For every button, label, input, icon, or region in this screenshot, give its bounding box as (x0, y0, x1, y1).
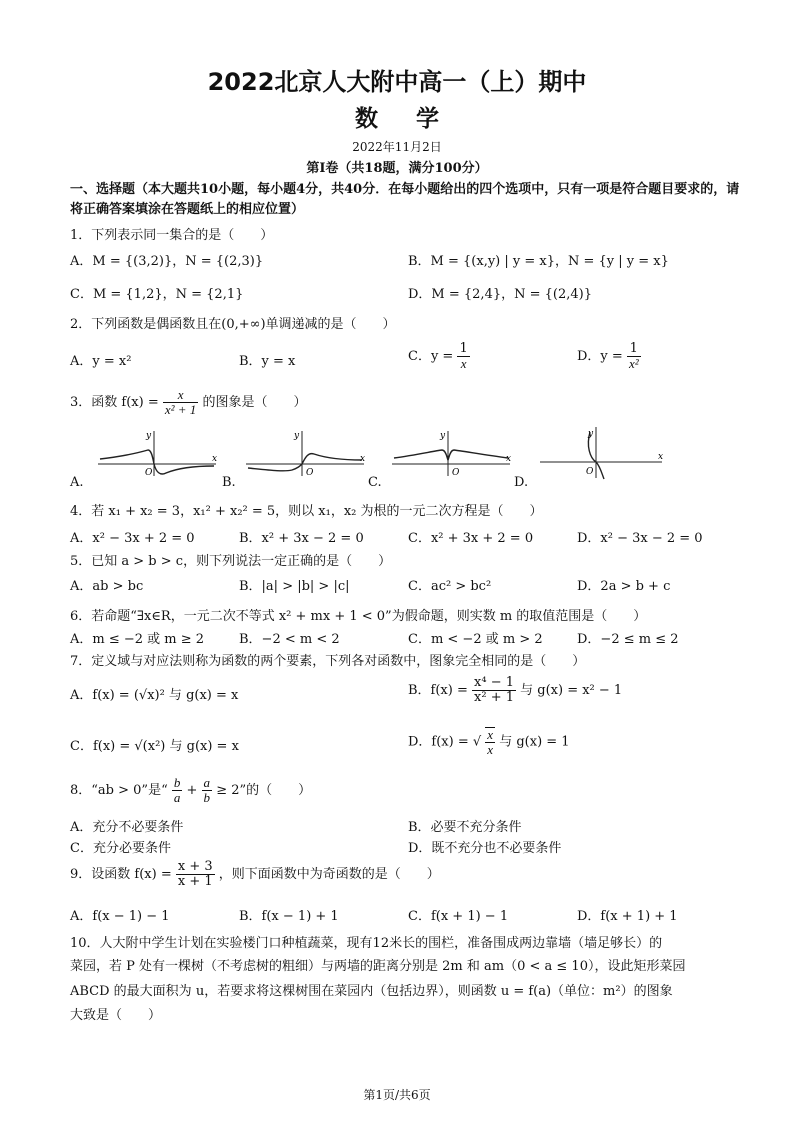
exam-date: 2022年11月2日 (352, 140, 442, 154)
fraction: $\frac{x + 3}{x + 1}$ (177, 859, 213, 889)
q8-option-a: A．充分不必要条件 (70, 820, 184, 835)
q4-option-d: D．x² − 3x − 2 = 0 (577, 531, 703, 546)
q9-option-a: A．f(x − 1) − 1 (70, 909, 170, 924)
q6-option-a: A．m ≤ −2 或 m ≥ 2 (70, 632, 205, 647)
q2-option-d: D．y = $\frac{1}{\text{x²}}$ (577, 341, 639, 371)
q4-option-b: B．x² + 3x − 2 = 0 (239, 531, 364, 546)
axis-label-y: y (146, 431, 152, 441)
q6-option-d: D．−2 ≤ m ≤ 2 (577, 632, 679, 647)
fraction: $\frac{1}{\text{x²}}$ (628, 341, 639, 371)
q10-line-4: 大致是（ ） (70, 1008, 162, 1023)
fraction: $\frac{a}{b}$ (203, 775, 211, 805)
fraction: $\frac{b}{a}$ (173, 775, 181, 805)
q7-option-c: C．f(x) = √(x²) 与 g(x) = x (70, 739, 239, 754)
q3-graph-d (538, 424, 668, 480)
q3-label-d: D. (514, 475, 529, 490)
q1-stem: 1．下列表示同一集合的是（ ） (70, 228, 274, 243)
page-title: 2022北京人大附中高一（上）期中 (207, 68, 587, 96)
q5-option-c: C．ac² > bc² (408, 579, 492, 594)
q10-line-2: 菜园，若 P 处有一棵树（不考虑树的粗细）与两墙的距离分别是 2m 和 am（0 < a ≤ 10），设此矩形菜园 (70, 959, 686, 974)
q7-stem: 7．定义域与对应法则称为函数的两个要素，下列各对函数中，图象完全相同的是（ ） (70, 654, 586, 669)
origin-label: O (306, 468, 314, 478)
q2-option-b: B．y = x (239, 354, 296, 369)
curve (394, 450, 508, 460)
section-instructions: 一、选择题（本大题共10小题，每小题4分，共40分．在每小题给出的四个选项中，只有一项是符合题目要求的，请将正确答案填涂在答题纸上的相应位置） (70, 182, 740, 217)
q8-option-c: C．充分必要条件 (70, 841, 171, 856)
q3-label-b: B. (222, 475, 236, 490)
axis-label-y: y (440, 431, 446, 441)
q3-stem: 3．函数 f(x) = $\frac{x}{\text{x² + 1}}$ 的图象是（ ） (70, 387, 307, 417)
q3-graph-a (96, 428, 222, 478)
q7-option-d: D．f(x) = √ $\frac{x}{x}$ 与 g(x) = 1 (408, 727, 570, 757)
axis-label-x: x (506, 454, 512, 464)
axis-label-y: y (294, 431, 300, 441)
q5-option-d: D．2a > b + c (577, 579, 671, 594)
q6-option-c: C．m < −2 或 m > 2 (408, 632, 543, 647)
q3-graph-c (390, 428, 516, 478)
q3-label-a: A. (70, 475, 84, 490)
q8-option-d: D．既不充分也不必要条件 (408, 841, 562, 856)
q1-option-a: A．M = {(3,2)}，N = {(2,3)} (70, 254, 264, 269)
fraction: $\frac{\text{x⁴ − 1}}{\text{x² + 1}}$ (474, 675, 514, 705)
q1-option-b: B．M = {(x,y) | y = x}，N = {y | y = x} (408, 254, 669, 269)
part-heading: 第Ⅰ卷（共18题，满分100分） (306, 161, 488, 176)
page-footer: 第1页/共6页 (363, 1088, 431, 1102)
q7-option-b: B．f(x) = $\frac{\text{x⁴ − 1}}{\text{x² + 1}}$ 与 g(x) = x² − 1 (408, 675, 623, 705)
q2-option-c: C．y = $\frac{1}{x}$ (408, 341, 468, 371)
q7-option-a: A．f(x) = (√x)² 与 g(x) = x (70, 688, 239, 703)
q6-option-b: B．−2 < m < 2 (239, 632, 340, 647)
fraction: $\frac{x}{\text{x² + 1}}$ (164, 387, 197, 417)
q4-option-a: A．x² − 3x + 2 = 0 (70, 531, 195, 546)
origin-label: O (586, 467, 594, 477)
q10-line-3: ABCD 的最大面积为 u，若要求将这棵树围在菜园内（包括边界），则函数 u = f(a)（单位：m²）的图象 (70, 984, 673, 999)
q4-option-c: C．x² + 3x + 2 = 0 (408, 531, 534, 546)
q5-option-a: A．ab > bc (70, 579, 144, 594)
q9-option-d: D．f(x + 1) + 1 (577, 909, 678, 924)
axis-label-x: x (658, 452, 664, 462)
q9-option-b: B．f(x − 1) + 1 (239, 909, 339, 924)
q8-option-b: B．必要不充分条件 (408, 820, 522, 835)
q3-graph-b (244, 428, 370, 478)
axis-label-y: y (588, 429, 594, 439)
subject-title: 数学 (355, 106, 477, 132)
q10-line-1: 10．人大附中学生计划在实验楼门口种植蔬菜，现有12米长的围栏，准备围成两边靠墙（墙足够长）的 (70, 936, 663, 951)
q6-stem: 6．若命题“∃x∈R，一元二次不等式 x² + mx + 1 < 0”为假命题，则实数 m 的取值范围是（ ） (70, 609, 647, 624)
q5-option-b: B．|a| > |b| > |c| (239, 579, 350, 594)
curve (248, 454, 362, 471)
origin-label: O (452, 468, 460, 478)
curve (100, 450, 214, 474)
axis-label-x: x (212, 454, 218, 464)
origin-label: O (145, 468, 153, 478)
q4-stem: 4．若 x₁ + x₂ = 3，x₁² + x₂² = 5，则以 x₁，x₂ 为根的一元二次方程是（ ） (70, 504, 543, 519)
fraction: $\frac{1}{x}$ (459, 341, 468, 371)
q8-stem: 8．“ab > 0”是“ $\frac{b}{a}$ + $\frac{a}{b}$ ≥ 2”的（ ） (70, 775, 312, 805)
q2-option-a: A．y = x² (70, 354, 132, 369)
axis-label-x: x (360, 454, 366, 464)
q1-option-c: C．M = {1,2}，N = {2,1} (70, 287, 244, 302)
q2-stem: 2．下列函数是偶函数且在(0,+∞)单调递减的是（ ） (70, 317, 396, 332)
q9-option-c: C．f(x + 1) − 1 (408, 909, 509, 924)
q5-stem: 5．已知 a > b > c，则下列说法一定正确的是（ ） (70, 554, 392, 569)
q3-label-c: C. (368, 475, 382, 490)
q9-stem: 9．设函数 f(x) = $\frac{x + 3}{x + 1}$ ，则下面函数中为奇函数的是（ ） (70, 859, 440, 889)
fraction: $\frac{x}{x}$ (487, 727, 494, 757)
q1-option-d: D．M = {2,4}，N = {(2,4)} (408, 287, 592, 302)
